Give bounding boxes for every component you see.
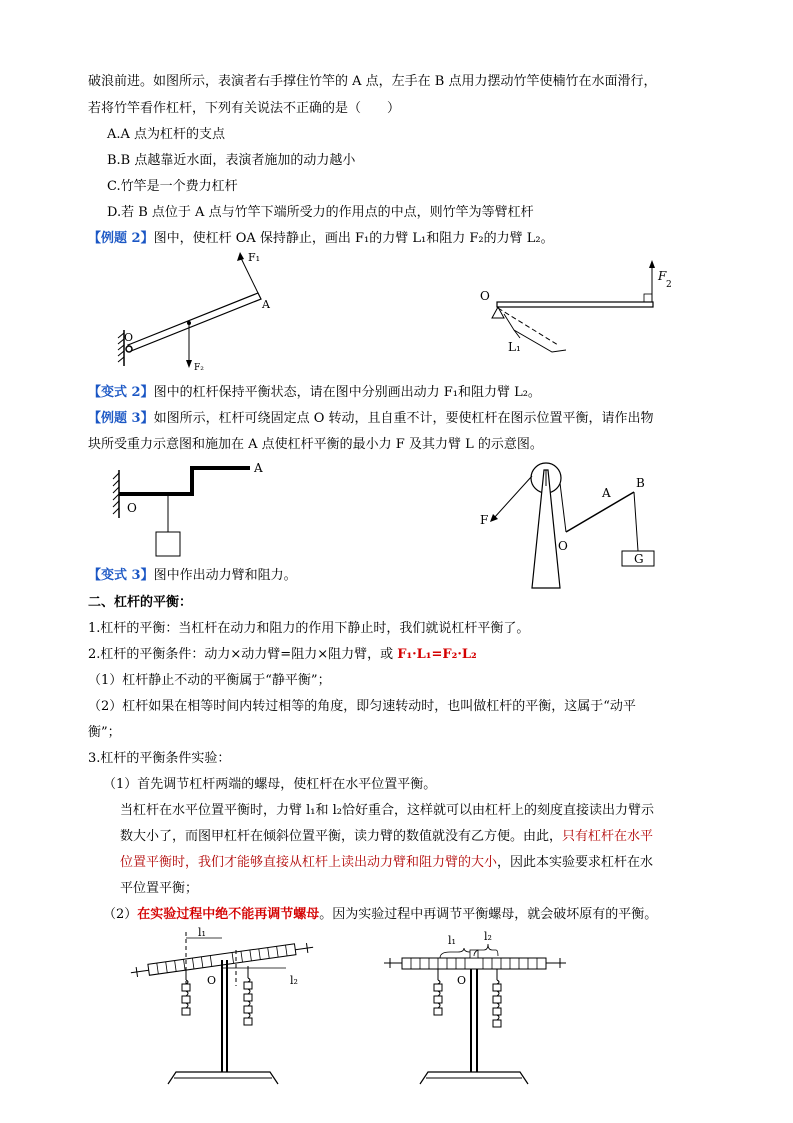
fig6-label-l1: l₁ <box>448 934 456 947</box>
option-c: C.竹竿是一个费力杠杆 <box>107 179 238 194</box>
section-2-p7: 当杠杆在水平位置平衡时，力臂 l₁和 l₂恰好重合，这样就可以由杠杆上的刻度直接读出力臂示 <box>120 803 655 818</box>
fig6-lever-bar <box>402 958 546 969</box>
fig2-label-o: O <box>480 289 490 303</box>
fig3-label-a: A <box>254 461 263 475</box>
option-d: D.若 B 点位于 A 点与竹竿下端所受力的作用点的中点，则竹竿为等臂杠杆 <box>107 205 534 220</box>
fig4-label-b: B <box>636 476 645 490</box>
fig4-label-g: G <box>634 552 644 566</box>
fig1-label-o: O <box>124 331 134 344</box>
section-2-p11-text: 。因为实验过程中再调节平衡螺母，就会破坏原有的平衡。 <box>319 907 658 922</box>
section-2-p10: 平位置平衡； <box>120 881 199 896</box>
fig1-label-a: A <box>262 298 270 311</box>
example-2-text: 图中，使杠杆 OA 保持静止，画出 F₁的力臂 L₁和阻力 F₂的力臂 L₂。 <box>153 231 554 246</box>
section-2-p4b: 衡”； <box>88 725 121 740</box>
variant-2-text: 图中的杠杆保持平衡状态，请在图中分别画出动力 F₁和阻力臂 L₂。 <box>153 385 541 400</box>
fig6-label-o: O <box>457 974 467 987</box>
intro-line-1: 破浪前进。如图所示，表演者右手撑住竹竿的 A 点，左手在 B 点用力摆动竹竿使楠竹在水面滑行， <box>88 74 657 89</box>
fig5-label-l2: l₂ <box>290 974 298 987</box>
section-2-p4a: （2）杠杆如果在相等时间内转过相等的角度，即匀速转动时，也叫做杠杆的平衡，这属于“动平 <box>88 699 636 714</box>
section-2-p8-text: 数大小了，而图甲杠杆在倾斜位置平衡，读力臂的数值就没有乙方便。由此， <box>120 829 563 844</box>
fig4-label-o: O <box>558 539 568 553</box>
option-a: A.A 点为杠杆的支点 <box>107 127 226 142</box>
fig5-label-o: O <box>207 974 217 987</box>
fig6-label-l2: l₂ <box>484 930 492 943</box>
section-2-p9-highlight: 位置平衡时，我们才能够直接从杠杆上读出动力臂和阻力臂的大小 <box>120 855 498 870</box>
section-2-p11-highlight: 在实验过程中绝不能再调节螺母 <box>137 907 320 922</box>
fig6-weights-left <box>434 969 442 1015</box>
variant-3-text: 图中作出动力臂和阻力。 <box>153 568 297 583</box>
fig4-label-f: F <box>480 513 489 527</box>
section-2-p8-highlight: 只有杠杆在水平 <box>562 829 654 844</box>
fig4-label-a: A <box>602 486 611 500</box>
fig5-label-l1: l₁ <box>198 926 206 939</box>
example-3-text-1: 如图所示，杠杆可绕固定点 O 转动，且自重不计，要使杠杆在图示位置平衡，请作出物 <box>153 411 654 426</box>
section-2-p6: （1）首先调节杠杆两端的螺母，使杠杆在水平位置平衡。 <box>103 777 437 792</box>
option-b: B.B 点越靠近水面，表演者施加的动力越小 <box>107 153 356 168</box>
fig3-label-o: O <box>127 501 137 515</box>
fig2-label-f-sub: 2 <box>666 280 672 290</box>
section-2-p1: 1.杠杆的平衡：当杠杆在动力和阻力的作用下静止时，我们就说杠杆平衡了。 <box>88 621 530 636</box>
fig6-weights-right <box>493 969 501 1027</box>
fig1-label-f2: F₂ <box>194 363 204 373</box>
fig2-label-f: F <box>658 269 667 283</box>
section-2-p11-num: （2） <box>103 907 138 922</box>
section-2-p9-text: ，因此本实验要求杠杆在水 <box>497 855 654 870</box>
section-2-p3: （1）杠杆静止不动的平衡属于“静平衡”； <box>88 673 331 688</box>
section-2-p5: 3.杠杆的平衡条件实验： <box>88 751 231 766</box>
fig2-label-l1: L₁ <box>508 340 521 354</box>
variant-3-tag: 【变式 3】 <box>88 568 154 583</box>
variant-2-tag: 【变式 2】 <box>88 385 154 400</box>
fig1-label-f1: F₁ <box>248 251 261 264</box>
section-2-p2-text: 2.杠杆的平衡条件：动力×动力臂=阻力×阻力臂，或 <box>88 647 398 662</box>
example-3-line-2: 块所受重力示意图和施加在 A 点使杠杆平衡的最小力 F 及其力臂 L 的示意图。 <box>88 437 543 452</box>
example-3-tag: 【例题 3】 <box>88 411 154 426</box>
balance-formula: F₁·L₁=F₂·L₂ <box>397 647 477 662</box>
intro-line-2: 若将竹竿看作杠杆，下列有关说法不正确的是（ ） <box>88 101 401 116</box>
section-2-title: 二、杠杆的平衡： <box>88 595 193 610</box>
example-2-tag: 【例题 2】 <box>88 231 154 246</box>
